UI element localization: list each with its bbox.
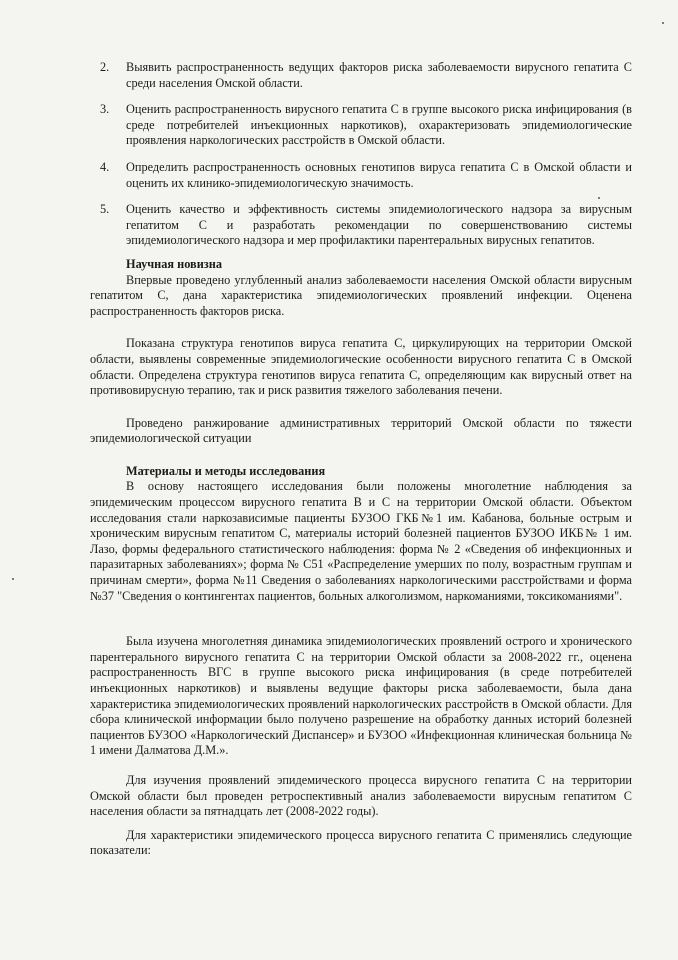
objectives-list (90, 60, 632, 249)
list-item (90, 202, 632, 249)
methods-paragraph-3: Для изучения проявлений эпидемического процесса вирусного гепатита С на территории Омской области был проведен ретроспективный анализ заболеваемости вирусным гепатитом С населения области за пятнадцать лет (2008-2022 годы). (90, 772, 632, 819)
novelty-paragraph-2: Показана структура генотипов вируса гепатита С, циркулирующих на территории Омской области, выявлены современные эпидемиологические особенности вирусного гепатита С в Омской области. Определена структура генотипов вируса гепатита С, определяющим как вирусный ответ на противовирусную терапию, так и риск развития тяжелого заболевания печени. (90, 336, 632, 398)
methods-paragraph-4: Для характеристики эпидемического процесса вирусного гепатита С применялись следующие показатели: (90, 827, 632, 858)
list-item-number: 4. (100, 159, 110, 174)
scan-speck (662, 22, 664, 24)
scan-speck (598, 197, 600, 199)
list-item-number: 5. (100, 202, 110, 217)
scan-speck (12, 578, 14, 580)
methods-heading: Материалы и методы исследования (126, 463, 326, 478)
list-item (90, 60, 632, 91)
list-item (90, 102, 632, 149)
list-item-text: Определить распространенность основных генотипов вируса гепатита С в Омской области и оценить их клинико-эпидемиологическую значимость. (126, 159, 632, 190)
methods-paragraph-1: В основу настоящего исследования были положены многолетние наблюдения за эпидемическим процессом вирусного гепатита В и С на территории Омской области. Объектом исследования стали наркозависимые пациенты БУЗОО ГКБ№1 им. Кабанова, больные острым и хроническим вирусным гепатитом С, материалы историй болезней пациентов БУЗОО ИКБ№ 1 им. Лазо, формы федерального статистического наблюдения: форма № 2 «Сведения об инфекционных и паразитарных заболеваниях»; форма № С51 «Распределение умерших по полу, возрастным группам и причинам смерти», форма №11 Сведения о заболеваниях наркологическими расстройствами и форма №37 "Сведения о контингентах пациентов, больных алкоголизмом, наркоманиями, токсикоманиями". (90, 479, 632, 603)
list-item-text: Выявить распространенность ведущих факторов риска заболеваемости вирусного гепатита С среди населения Омской области. (126, 60, 632, 90)
list-item-number: 3. (100, 102, 110, 117)
methods-paragraph-2: Была изучена многолетняя динамика эпидемиологических проявлений острого и хронического парентерального вирусного гепатита С на территории Омской области за 2008-2022 гг., оценена распространенность ВГС в группе высокого риска инфицирования (в среде потребителей инъекционных наркотиков) и выявлены ведущие факторы риска заболеваемости, была дана характеристика эпидемиологических проявлений наркологических расстройств в Омской области. Для сбора клинической информации было получено разрешение на обработку данных историй болезней пациентов БУЗОО «Наркологический Диспансер» и БУЗОО «Инфекционная клиническая больница № 1 имени Далматова Д.М.». (90, 634, 632, 758)
novelty-paragraph-3: Проведено ранжирование административных территорий Омской области по тяжести эпидемиологической ситуации (90, 415, 632, 446)
list-item-number: 2. (100, 60, 110, 74)
novelty-paragraph-1: Впервые проведено углубленный анализ заболеваемости населения Омской области вирусным гепатитом С, дана характеристика эпидемиологических проявлений инфекции. Оценена распространенность факторов риска. (90, 272, 632, 318)
novelty-heading: Научная новизна (126, 256, 222, 271)
list-item-text: Оценить качество и эффективность системы эпидемиологического надзора за вирусным гепатитом С и разработать рекомендации по совершенствованию системы эпидемиологического надзора и мер профилактики парентеральных вирусных гепатитов. (126, 202, 632, 248)
list-item-text: Оценить распространенность вирусного гепатита С в группе высокого риска инфицирования (в среде потребителей инъекционных наркотиков), охарактеризовать эпидемиологические проявления наркологических расстройств в Омской области. (126, 102, 632, 148)
list-item (90, 160, 632, 191)
